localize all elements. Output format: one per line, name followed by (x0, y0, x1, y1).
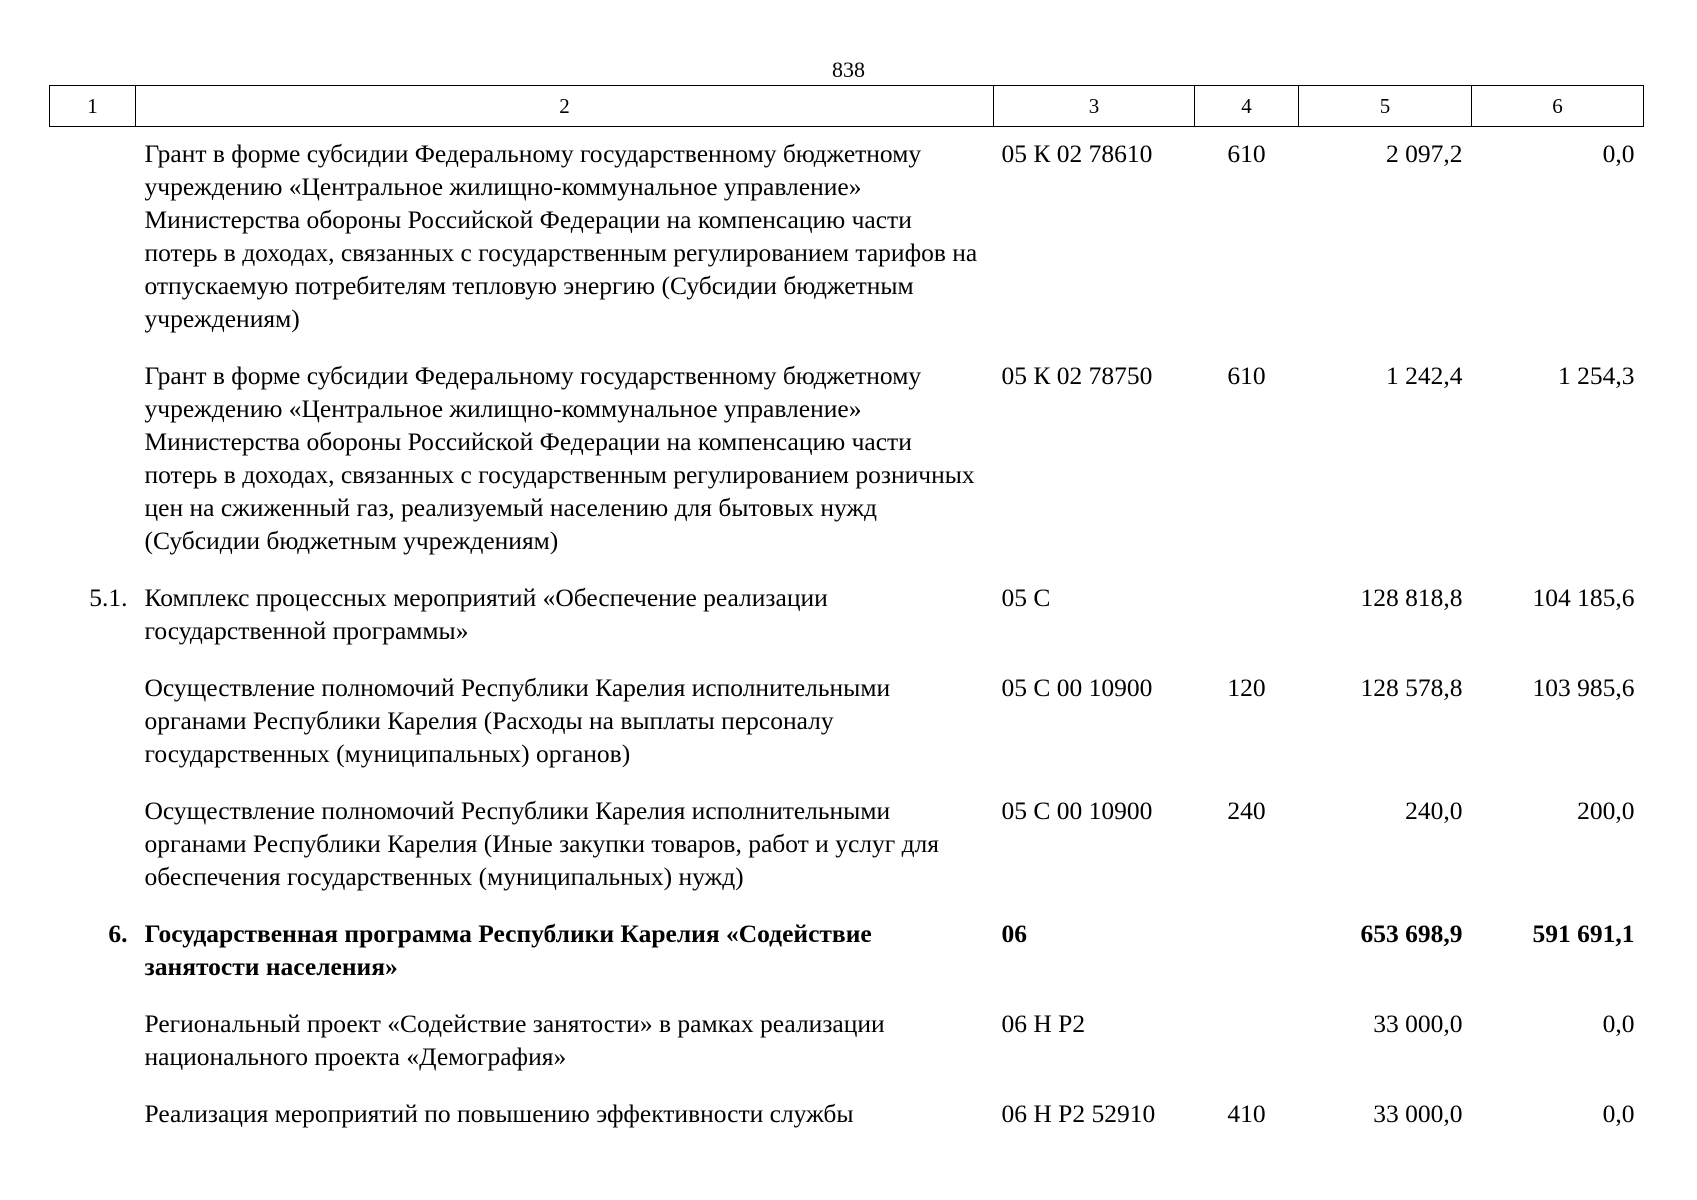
table-row (50, 127, 1644, 348)
row-number (50, 659, 136, 782)
row-amount-5: 128 578,8 (1360, 673, 1463, 702)
row-amount-6: 104 185,6 (1532, 583, 1635, 612)
row-amount-6: 1 254,3 (1558, 361, 1635, 390)
table-row (50, 347, 1644, 569)
row-description: Грант в форме субсидии Федеральному государственному бюджетному учреждению «Центральное жилищно-коммунальное управление» Министерства обороны Российской Федерации на компенсацию части потерь в доходах, связанных с государственным регулированием розничных цен на сжиженный газ, реализуемый населению для бытовых нужд (Субсидии бюджетным учреждениям) (144, 361, 975, 555)
row-code: 05 С 00 10900 (1001, 796, 1153, 825)
table-row (50, 659, 1644, 782)
row-number (50, 127, 136, 348)
row-type (1195, 569, 1299, 659)
row-type: 610 (1227, 139, 1266, 168)
row-amount-6: 103 985,6 (1532, 673, 1635, 702)
row-amount-6: 0,0 (1602, 1099, 1635, 1128)
table-header (50, 86, 1644, 127)
row-code: 06 Н Р2 52910 (1001, 1099, 1156, 1128)
header-col-6: 6 (1472, 86, 1644, 127)
table-row (50, 905, 1644, 995)
row-type (1195, 905, 1299, 995)
row-amount-5: 653 698,9 (1360, 919, 1463, 948)
row-amount-5: 1 242,4 (1386, 361, 1463, 390)
row-type: 240 (1227, 796, 1266, 825)
table-row (50, 782, 1644, 905)
row-description: Государственная программа Республики Карелия «Содействие занятости населения» (144, 919, 872, 981)
row-amount-5: 2 097,2 (1386, 139, 1463, 168)
row-number (50, 1085, 136, 1142)
row-amount-6: 200,0 (1577, 796, 1635, 825)
row-type (1195, 995, 1299, 1085)
row-description: Реализация мероприятий по повышению эффективности службы (144, 1099, 854, 1128)
header-col-3: 3 (994, 86, 1195, 127)
row-amount-6: 0,0 (1602, 1009, 1635, 1038)
row-type: 410 (1227, 1099, 1266, 1128)
header-col-1: 1 (50, 86, 136, 127)
page-number: 838 (832, 57, 865, 82)
header-col-4: 4 (1195, 86, 1299, 127)
row-number (50, 347, 136, 569)
row-code: 05 К 02 78750 (1001, 361, 1153, 390)
header-col-5: 5 (1299, 86, 1472, 127)
row-description: Грант в форме субсидии Федеральному государственному бюджетному учреждению «Центральное жилищно-коммунальное управление» Министерства обороны Российской Федерации на компенсацию части потерь в доходах, связанных с государственным регулированием тарифов на отпускаемую потребителям тепловую энергию (Субсидии бюджетным учреждениям) (144, 139, 978, 333)
row-code: 05 К 02 78610 (1001, 139, 1153, 168)
row-amount-5: 33 000,0 (1373, 1009, 1463, 1038)
row-number: 5.1. (89, 583, 128, 612)
row-amount-5: 240,0 (1405, 796, 1463, 825)
row-code: 06 Н Р2 (1001, 1009, 1086, 1038)
header-row (50, 86, 1644, 127)
row-amount-5: 33 000,0 (1373, 1099, 1463, 1128)
row-code: 05 С (1001, 583, 1051, 612)
row-description: Осуществление полномочий Республики Карелия исполнительными органами Республики Карелия (Расходы на выплаты персоналу государственных (муниципальных) органов) (144, 673, 891, 768)
table-body (50, 127, 1644, 1143)
row-number (50, 995, 136, 1085)
row-number: 6. (108, 919, 128, 948)
row-type: 120 (1227, 673, 1266, 702)
row-description: Осуществление полномочий Республики Карелия исполнительными органами Республики Карелия (Иные закупки товаров, работ и услуг для обеспечения государственных (муниципальных) нужд) (144, 796, 940, 891)
row-code: 06 (1001, 919, 1027, 948)
table-row (50, 995, 1644, 1085)
row-code: 05 С 00 10900 (1001, 673, 1153, 702)
header-col-2: 2 (136, 86, 994, 127)
row-amount-6: 591 691,1 (1532, 919, 1635, 948)
table-row (50, 1085, 1644, 1142)
row-type: 610 (1227, 361, 1266, 390)
row-amount-6: 0,0 (1602, 139, 1635, 168)
row-amount-5: 128 818,8 (1360, 583, 1463, 612)
row-number (50, 782, 136, 905)
row-description: Региональный проект «Содействие занятости» в рамках реализации национального проекта «Демография» (144, 1009, 885, 1071)
row-description: Комплекс процессных мероприятий «Обеспечение реализации государственной программы» (144, 583, 828, 645)
table-row (50, 569, 1644, 659)
budget-table (49, 85, 1644, 1142)
